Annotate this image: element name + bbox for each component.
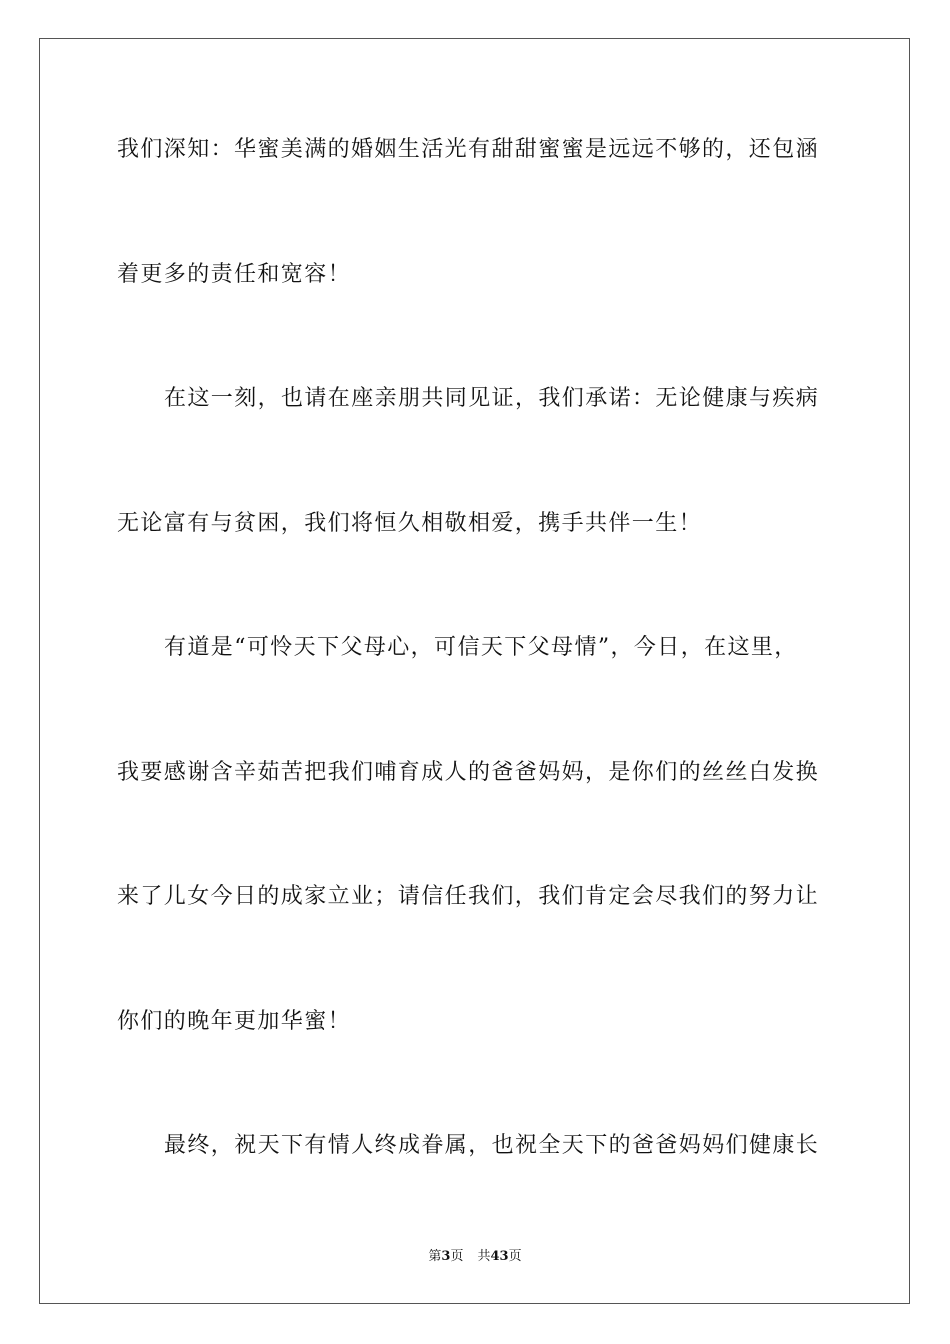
body-line-5: 有道是“可怜天下父母心，可信天下父母情”，今日，在这里，: [164, 635, 798, 660]
page-frame: [39, 38, 910, 1304]
body-line-3: 在这一刻，也请在座亲朋共同见证，我们承诺：无论健康与疾病: [164, 386, 820, 411]
footer-page-number: 3: [441, 1249, 451, 1264]
footer-page-prefix: 第: [428, 1249, 442, 1264]
footer-total-suffix: 页: [508, 1249, 522, 1264]
page-footer: [0, 1248, 950, 1266]
footer-total-pages: 43: [490, 1249, 509, 1264]
body-line-7: 来了儿女今日的成家立业；请信任我们，我们肯定会尽我们的努力让: [117, 884, 820, 909]
body-line-1: 我们深知：华蜜美满的婚姻生活光有甜甜蜜蜜是远远不够的，还包涵: [117, 137, 820, 162]
footer-total-prefix: 共: [477, 1249, 491, 1264]
footer-page-suffix: 页: [450, 1249, 464, 1264]
body-line-6: 我要感谢含辛茹苦把我们哺育成人的爸爸妈妈，是你们的丝丝白发换: [117, 760, 820, 785]
body-line-2: 着更多的责任和宽容！: [117, 262, 352, 287]
body-line-9: 最终，祝天下有情人终成眷属，也祝全天下的爸爸妈妈们健康长: [164, 1133, 820, 1158]
body-line-8: 你们的晚年更加华蜜！: [117, 1009, 352, 1034]
body-line-4: 无论富有与贫困，我们将恒久相敬相爱，携手共伴一生！: [117, 511, 703, 536]
